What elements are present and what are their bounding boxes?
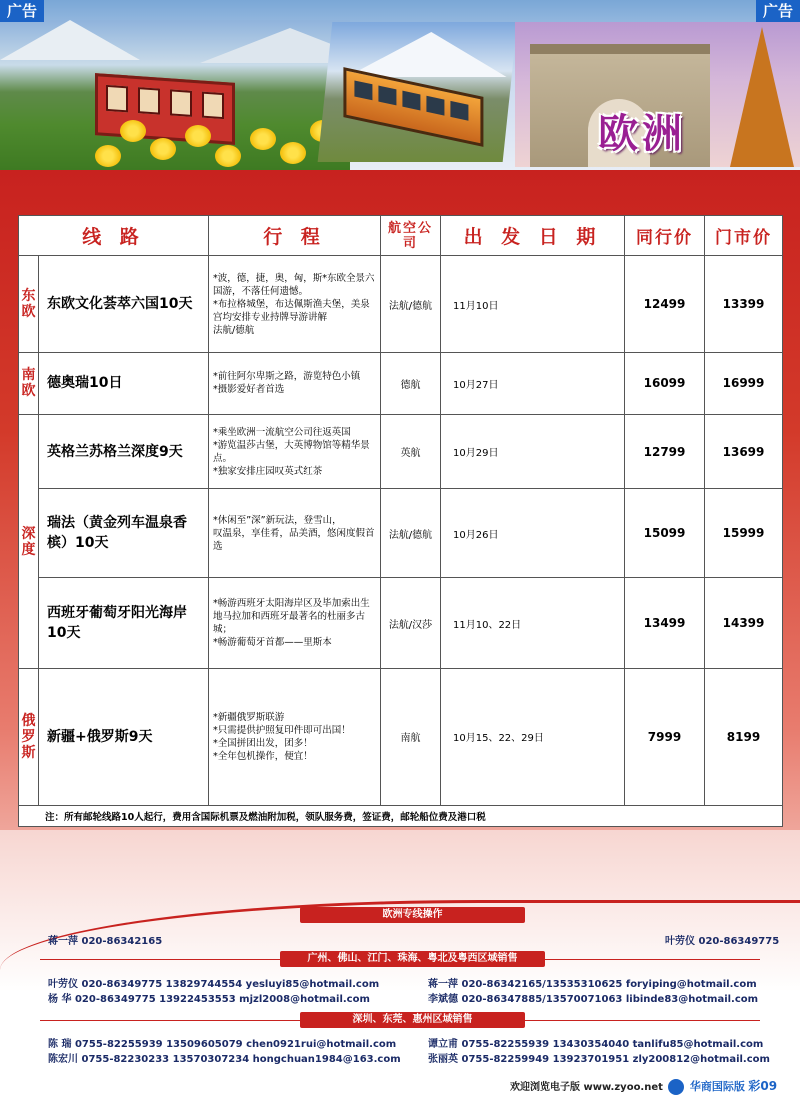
- footer: [510, 1077, 777, 1095]
- gz-contact: 叶劳仪 020-86349775 13829744554 yesluyi85@hotmail.com: [48, 979, 380, 990]
- mountain-train-photo: [318, 22, 518, 162]
- itinerary-line: *只需提供护照复印件即可出国！: [213, 724, 351, 736]
- itinerary-cell: [209, 669, 381, 806]
- itinerary-cell: [209, 415, 381, 489]
- page-title: 欧洲: [598, 111, 686, 157]
- table-row: [19, 352, 783, 415]
- itinerary-cell: [209, 578, 381, 669]
- table-row: [19, 256, 783, 352]
- retail-price-cell: 14399: [705, 578, 783, 669]
- header-retail-price: 门市价: [705, 216, 783, 256]
- itinerary-line: *新疆俄罗斯联游: [213, 711, 285, 723]
- region-cell: 深度: [19, 415, 39, 669]
- airline-cell: 法航/汉莎: [381, 578, 441, 669]
- ad-label-left: 广告: [0, 0, 44, 22]
- page-number: 彩09: [748, 1079, 778, 1093]
- brand-logo-icon: [668, 1079, 684, 1095]
- itinerary-line: *游览温莎古堡，大英博物馆等精华景点。: [213, 439, 370, 464]
- ops-band: 欧洲专线操作: [300, 907, 525, 923]
- gz-contact: 杨 华 020-86349775 13922453553 mjzl2008@hotmail.com: [48, 994, 370, 1005]
- header-airline: 航空公司: [381, 216, 441, 256]
- table-header-row: [19, 216, 783, 256]
- header-peer-price: 同行价: [625, 216, 705, 256]
- itinerary-cell: [209, 489, 381, 578]
- header-departure: 出 发 日 期: [441, 216, 625, 256]
- route-cell: 西班牙葡萄牙阳光海岸10天: [39, 578, 209, 669]
- red-tram: [95, 73, 235, 145]
- footer-welcome: 欢迎浏览电子版 www.zyoo.net: [510, 1082, 663, 1093]
- note-row: [19, 805, 783, 826]
- itinerary-line: *全国拼团出发，团多！: [213, 737, 313, 749]
- date-cell: 11月10、22日: [441, 578, 625, 669]
- itinerary-line: *前往阿尔卑斯之路，游览特色小镇: [213, 371, 361, 383]
- airline-cell: 英航: [381, 415, 441, 489]
- date-cell: 10月29日: [441, 415, 625, 489]
- gz-band: 广州、佛山、江门、珠海、粤北及粤西区域销售: [280, 951, 545, 967]
- retail-price-cell: 8199: [705, 669, 783, 806]
- itinerary-cell: [209, 352, 381, 415]
- table-note: 注：所有邮轮线路10人起行，费用含国际机票及燃油附加税，领队服务费，签证费，邮轮船位费及港口税: [19, 805, 783, 826]
- itinerary-line: *布拉格城堡，布达佩斯渔夫堡，美泉宫均安排专业持牌导游讲解: [213, 298, 370, 323]
- date-cell: 10月26日: [441, 489, 625, 578]
- alps-photo: [0, 20, 350, 170]
- table-row: [19, 415, 783, 489]
- route-cell: 东欧文化荟萃六国10天: [39, 256, 209, 352]
- route-cell: 德奥瑞10日: [39, 352, 209, 415]
- retail-price-cell: 13699: [705, 415, 783, 489]
- route-cell: 瑞法（黄金列车温泉香槟）10天: [39, 489, 209, 578]
- region-cell: 东欧: [19, 256, 39, 352]
- region-cell: 俄罗斯: [19, 669, 39, 806]
- ad-label-right: 广告: [756, 0, 800, 22]
- itinerary-line: *畅游西班牙太阳海岸区及毕加索出生地马拉加和西班牙最著名的杜丽多古城；: [213, 598, 370, 636]
- footer-brand: 华商国际版: [689, 1080, 745, 1093]
- gz-contact: 蒋一萍 020-86342165/13535310625 foryiping@hotmail.com: [428, 979, 757, 990]
- header-route: 线 路: [19, 216, 209, 256]
- table-row: [19, 669, 783, 806]
- airline-cell: 南航: [381, 669, 441, 806]
- itinerary-line: 法航/德航: [213, 324, 255, 336]
- date-cell: 10月15、22、29日: [441, 669, 625, 806]
- ops-contact-left: 蒋一萍 020-86342165: [48, 936, 163, 947]
- date-cell: 10月27日: [441, 352, 625, 415]
- gz-contact: 李斌德 020-86347885/13570071063 libinde83@hotmail.com: [428, 994, 759, 1005]
- sz-band: 深圳、东莞、惠州区域销售: [300, 1012, 525, 1028]
- airline-cell: 法航/德航: [381, 489, 441, 578]
- itinerary-line: 叹温泉，享佳肴，品美酒，悠闲度假首选: [213, 527, 375, 552]
- ops-contact-right: 叶劳仪 020-86349775: [665, 936, 780, 947]
- itinerary-line: *摄影爱好者首选: [213, 384, 285, 396]
- itinerary-line: *畅游葡萄牙首都——里斯本: [213, 637, 332, 649]
- tour-table: [18, 215, 783, 827]
- table-row: [19, 578, 783, 669]
- header-itinerary: 行 程: [209, 216, 381, 256]
- region-cell: 南欧: [19, 352, 39, 415]
- peer-price-cell: 12799: [625, 415, 705, 489]
- eiffel-tower: [730, 27, 794, 167]
- peer-price-cell: 16099: [625, 352, 705, 415]
- airline-cell: 法航/德航: [381, 256, 441, 352]
- itinerary-line: *独家安排庄园叹英式红茶: [213, 465, 323, 477]
- peer-price-cell: 15099: [625, 489, 705, 578]
- route-cell: 英格兰苏格兰深度9天: [39, 415, 209, 489]
- header-banner: [0, 0, 800, 175]
- sz-contact: 陈宏川 0755-82230233 13570307234 hongchuan1984@163.com: [48, 1054, 401, 1065]
- itinerary-line: *乘坐欧洲一流航空公司往返英国: [213, 426, 351, 438]
- retail-price-cell: 16999: [705, 352, 783, 415]
- retail-price-cell: 13399: [705, 256, 783, 352]
- itinerary-line: *休闲至”深”新玩法，登雪山，: [213, 514, 342, 526]
- yellow-train: [343, 67, 483, 147]
- peer-price-cell: 7999: [625, 669, 705, 806]
- peer-price-cell: 13499: [625, 578, 705, 669]
- retail-price-cell: 15999: [705, 489, 783, 578]
- itinerary-line: *全年包机操作，便宜！: [213, 750, 313, 762]
- itinerary-cell: [209, 256, 381, 352]
- route-cell: 新疆+俄罗斯9天: [39, 669, 209, 806]
- sz-contact: 陈 瑞 0755-82255939 13509605079 chen0921rui@hotmail.com: [48, 1039, 397, 1050]
- airline-cell: 德航: [381, 352, 441, 415]
- peer-price-cell: 12499: [625, 256, 705, 352]
- date-cell: 11月10日: [441, 256, 625, 352]
- sz-contact: 张丽英 0755-82259949 13923701951 zly200812@hotmail.com: [428, 1054, 770, 1065]
- table-row: [19, 489, 783, 578]
- sz-contact: 谭立甫 0755-82255939 13430354040 tanlifu85@hotmail.com: [428, 1039, 764, 1050]
- itinerary-line: *波，德，捷，奥，匈，斯*东欧全景六国游，不落任何遗憾。: [213, 272, 375, 297]
